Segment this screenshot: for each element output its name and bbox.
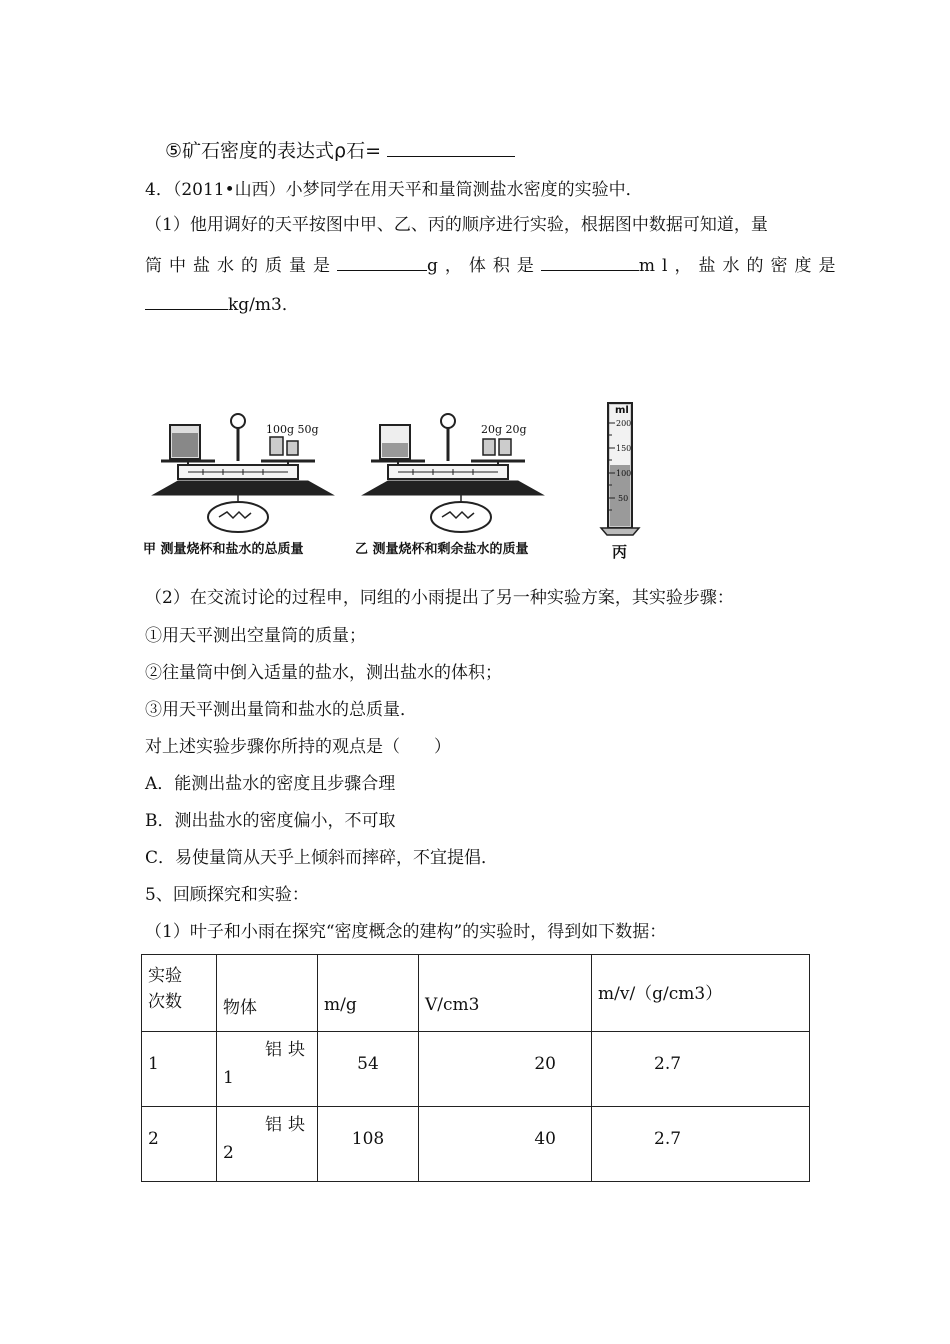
q4-step3: ③用天平测出量筒和盐水的总质量． <box>145 700 417 720</box>
cell-mass: 54 <box>318 1032 419 1107</box>
cell-trial: 2 <box>142 1107 217 1182</box>
q4-part1-line2 <box>145 254 842 276</box>
mass-unit: g， <box>427 256 469 276</box>
header-object: 物体 <box>217 955 318 1032</box>
cylinder-tick-150: 150 <box>616 444 632 453</box>
option-b[interactable]: B．测出盐水的密度偏小，不可取 <box>145 811 396 831</box>
balance-diagram <box>143 393 653 565</box>
table-row <box>142 1032 810 1107</box>
q5-part1: （1）叶子和小雨在探究“密度概念的建构”的实验时，得到如下数据： <box>145 922 667 942</box>
cell-volume: 40 <box>419 1107 592 1182</box>
mass-blank[interactable] <box>337 254 427 271</box>
cylinder-unit: ml <box>615 405 629 416</box>
cell-object-index: 2 <box>223 1143 234 1163</box>
density-data-table <box>141 954 810 1182</box>
balance-figure <box>143 393 653 565</box>
q4-step2: ②往量筒中倒入适量的盐水，测出盐水的体积； <box>145 663 502 683</box>
q5-header: 5、回顾探究和实验： <box>145 885 309 905</box>
cell-trial: 1 <box>142 1032 217 1107</box>
caption-yi: 乙 测量烧杯和剩余盐水的质量 <box>355 542 529 557</box>
volume-unit: ml， <box>638 256 699 276</box>
volume-label: 体积是 <box>468 256 541 276</box>
header-mass: m/g <box>318 955 419 1032</box>
caption-bing: 丙 <box>612 543 628 561</box>
cell-volume: 20 <box>419 1032 592 1107</box>
q4-step1: ①用天平测出空量筒的质量； <box>145 626 366 646</box>
cell-object-text: 铝块 <box>265 1115 311 1135</box>
q4-part1-line3 <box>145 293 299 315</box>
jia-weights-label: 100g 50g <box>266 423 319 436</box>
header-trial-number: 实验 次数 <box>142 955 217 1032</box>
density-unit: kg/m3． <box>228 295 299 315</box>
header-volume: V/cm3 <box>419 955 592 1032</box>
cell-object-text: 铝块 <box>265 1040 311 1060</box>
density-expression-line <box>165 140 515 162</box>
density-answer-blank[interactable] <box>387 140 515 157</box>
q4-header: 4．（2011•山西）小梦同学在用天平和量筒测盐水密度的实验中． <box>145 180 643 200</box>
option-c[interactable]: C．易使量筒从天乎上倾斜而摔碎，不宜提倡． <box>145 848 499 868</box>
header-density: m/v/（g/cm3） <box>592 955 810 1032</box>
cell-density: 2.7 <box>592 1032 810 1107</box>
cell-mass: 108 <box>318 1107 419 1182</box>
yi-weights-label: 20g 20g <box>481 423 527 436</box>
table-header-row <box>142 955 810 1032</box>
density-blank[interactable] <box>145 293 228 310</box>
cylinder-tick-100: 100 <box>616 469 632 478</box>
cell-density: 2.7 <box>592 1107 810 1182</box>
mass-label: 筒中盐水的质量是 <box>145 256 337 276</box>
caption-jia: 甲 测量烧杯和盐水的总质量 <box>143 542 304 557</box>
density-label: 盐水的密度是 <box>698 256 843 276</box>
q4-part1-line1: （1）他用调好的天平按图中甲、乙、丙的顺序进行实验，根据图中数据可知道，量 <box>145 215 768 235</box>
cell-object <box>217 1107 318 1182</box>
cell-object-index: 1 <box>223 1068 234 1088</box>
option-a[interactable]: A．能测出盐水的密度且步骤合理 <box>145 774 396 794</box>
cylinder-tick-200: 200 <box>616 419 632 428</box>
density-expression-label: ⑤矿石密度的表达式ρ石= <box>165 140 382 162</box>
q4-question: 对上述实验步骤你所持的观点是（ ） <box>145 737 451 757</box>
cylinder-tick-50: 50 <box>618 494 629 503</box>
cell-object <box>217 1032 318 1107</box>
table-row <box>142 1107 810 1182</box>
q4-part2-intro: （2）在交流讨论的过程申，同组的小雨提出了另一种实验方案，其实验步骤： <box>145 588 734 608</box>
volume-blank[interactable] <box>541 254 639 271</box>
